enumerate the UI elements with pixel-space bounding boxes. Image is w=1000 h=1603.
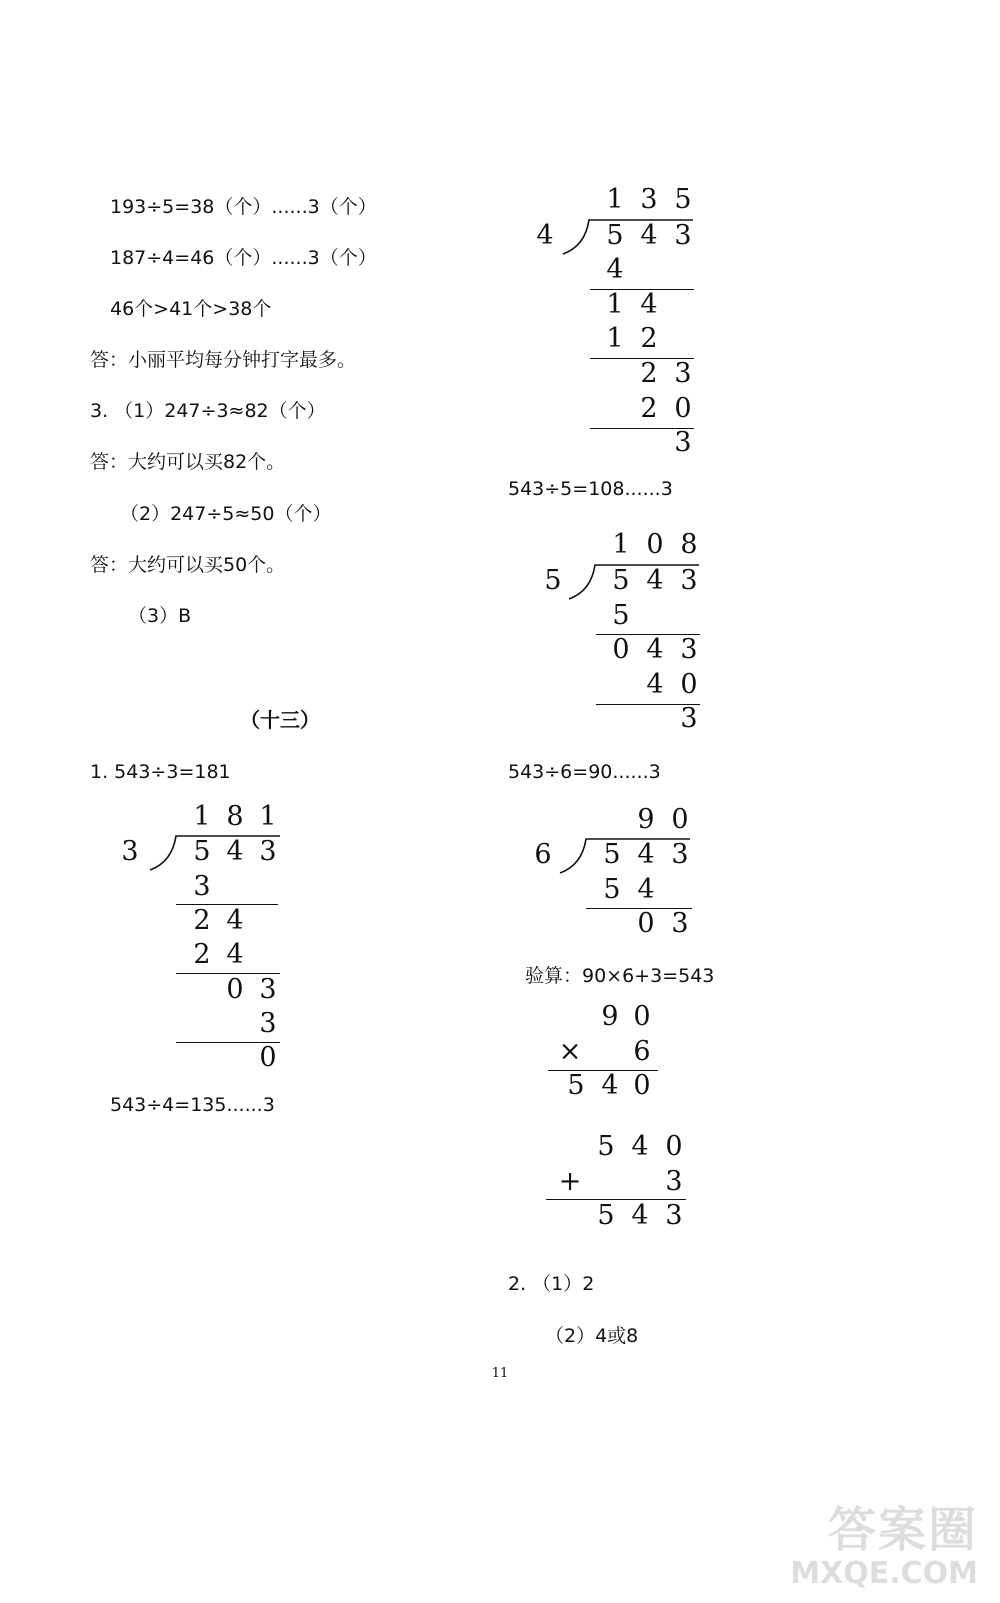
problem-2-2: （2）4或8 (545, 1325, 639, 1347)
step-digit: 0 (612, 634, 630, 665)
step-digit: 0 (680, 669, 698, 700)
long-division-543-by-6 (532, 803, 702, 943)
dividend-digit: 3 (674, 220, 692, 251)
watermark-logo (773, 1491, 978, 1591)
result-digit: 3 (665, 1200, 683, 1231)
quotient-digit: 1 (612, 529, 630, 560)
step-digit: 3 (680, 703, 698, 734)
vertical-addition-540-plus-3 (546, 1130, 696, 1240)
quotient-digit: 8 (226, 801, 244, 832)
watermark-top-text: 答案圈 (827, 1502, 978, 1558)
result-digit: 5 (567, 1070, 585, 1101)
quotient-digit: 0 (671, 804, 689, 835)
dividend-digit: 5 (606, 220, 624, 251)
top-digit: 9 (601, 1001, 619, 1032)
step-digit: 2 (640, 393, 658, 424)
step-digit: 3 (674, 358, 692, 389)
step-digit: 5 (612, 600, 630, 631)
long-division-543-by-5 (541, 528, 711, 738)
long-division-543-by-3 (118, 800, 288, 1075)
dividend-digit: 5 (603, 839, 621, 870)
result-digit: 5 (597, 1200, 615, 1231)
text-line-answer-3-2: 答：大约可以买50个。 (90, 554, 286, 576)
step-digit: 1 (606, 289, 624, 320)
dividend-digit: 3 (671, 839, 689, 870)
top-digit: 0 (665, 1131, 683, 1162)
step-digit: 3 (259, 974, 277, 1005)
dividend-digit: 4 (226, 836, 244, 867)
quotient-digit: 3 (640, 184, 658, 215)
step-digit: 0 (226, 974, 244, 1005)
step-digit: 4 (226, 905, 244, 936)
text-line-problem-3-3: （3）B (128, 605, 192, 627)
step-digit: 5 (603, 874, 621, 905)
step-digit: 3 (674, 427, 692, 458)
step-digit: 2 (193, 905, 211, 936)
step-digit: 2 (640, 323, 658, 354)
step-digit: 1 (606, 323, 624, 354)
bottom-digit: 6 (633, 1036, 651, 1067)
divisor: 4 (536, 220, 554, 251)
text-line-answer-1: 答：小丽平均每分钟打字最多。 (90, 349, 357, 371)
quotient-digit: 9 (637, 804, 655, 835)
eq-543-div-6: 543÷6=90......3 (508, 761, 661, 783)
text-line-comparison: 46个>41个>38个 (110, 298, 272, 320)
text-line-193-div-5: 193÷5=38（个）......3（个） (110, 196, 377, 218)
result-digit: 0 (633, 1070, 651, 1101)
dividend-digit: 3 (259, 836, 277, 867)
top-digit: 4 (631, 1131, 649, 1162)
problem-1-title: 1. 543÷3=181 (90, 761, 231, 783)
text-line-answer-3-1: 答：大约可以买82个。 (90, 451, 286, 473)
quotient-digit: 8 (680, 529, 698, 560)
divisor: 3 (121, 836, 139, 867)
long-division-543-by-4 (533, 183, 703, 463)
dividend-digit: 4 (640, 220, 658, 251)
step-digit: 4 (226, 939, 244, 970)
dividend-digit: 4 (637, 839, 655, 870)
plus-sign: + (558, 1166, 582, 1197)
dividend-digit: 4 (646, 565, 664, 596)
step-digit: 3 (259, 1008, 277, 1039)
quotient-digit: 1 (193, 801, 211, 832)
quotient-digit: 1 (606, 184, 624, 215)
step-digit: 0 (259, 1042, 277, 1073)
step-digit: 2 (193, 939, 211, 970)
result-digit: 4 (631, 1200, 649, 1231)
step-digit: 4 (646, 634, 664, 665)
step-digit: 4 (606, 254, 624, 285)
multiply-sign: × (558, 1036, 582, 1067)
dividend-digit: 3 (680, 565, 698, 596)
check-label: 验算：90×6+3=543 (525, 965, 715, 987)
bottom-digit: 3 (665, 1166, 683, 1197)
step-digit: 0 (674, 393, 692, 424)
step-digit: 2 (640, 358, 658, 389)
step-digit: 4 (646, 669, 664, 700)
text-line-problem-3-2: （2）247÷5≈50（个） (120, 503, 332, 525)
problem-2-1: 2. （1）2 (508, 1273, 595, 1295)
page-number: 11 (491, 1366, 509, 1381)
watermark-bottom-text: MXQE.COM (790, 1556, 978, 1591)
top-digit: 5 (597, 1131, 615, 1162)
eq-543-div-5: 543÷5=108......3 (508, 478, 673, 500)
step-digit: 4 (640, 289, 658, 320)
text-line-187-div-4: 187÷4=46（个）......3（个） (110, 247, 377, 269)
step-digit: 3 (671, 908, 689, 939)
quotient-digit: 0 (646, 529, 664, 560)
step-digit: 4 (637, 874, 655, 905)
top-digit: 0 (633, 1001, 651, 1032)
step-digit: 0 (637, 908, 655, 939)
step-digit: 3 (680, 634, 698, 665)
eq-543-div-4: 543÷4=135......3 (110, 1094, 275, 1116)
step-digit: 3 (193, 871, 211, 902)
dividend-digit: 5 (612, 565, 630, 596)
dividend-digit: 5 (193, 836, 211, 867)
result-digit: 4 (601, 1070, 619, 1101)
divisor: 5 (544, 565, 562, 596)
text-line-problem-3-1: 3. （1）247÷3≈82（个） (90, 400, 326, 422)
divisor: 6 (534, 839, 552, 870)
section-heading: （十三） (240, 708, 320, 732)
vertical-multiplication-90-by-6 (548, 1000, 668, 1110)
quotient-digit: 5 (674, 184, 692, 215)
quotient-digit: 1 (259, 801, 277, 832)
